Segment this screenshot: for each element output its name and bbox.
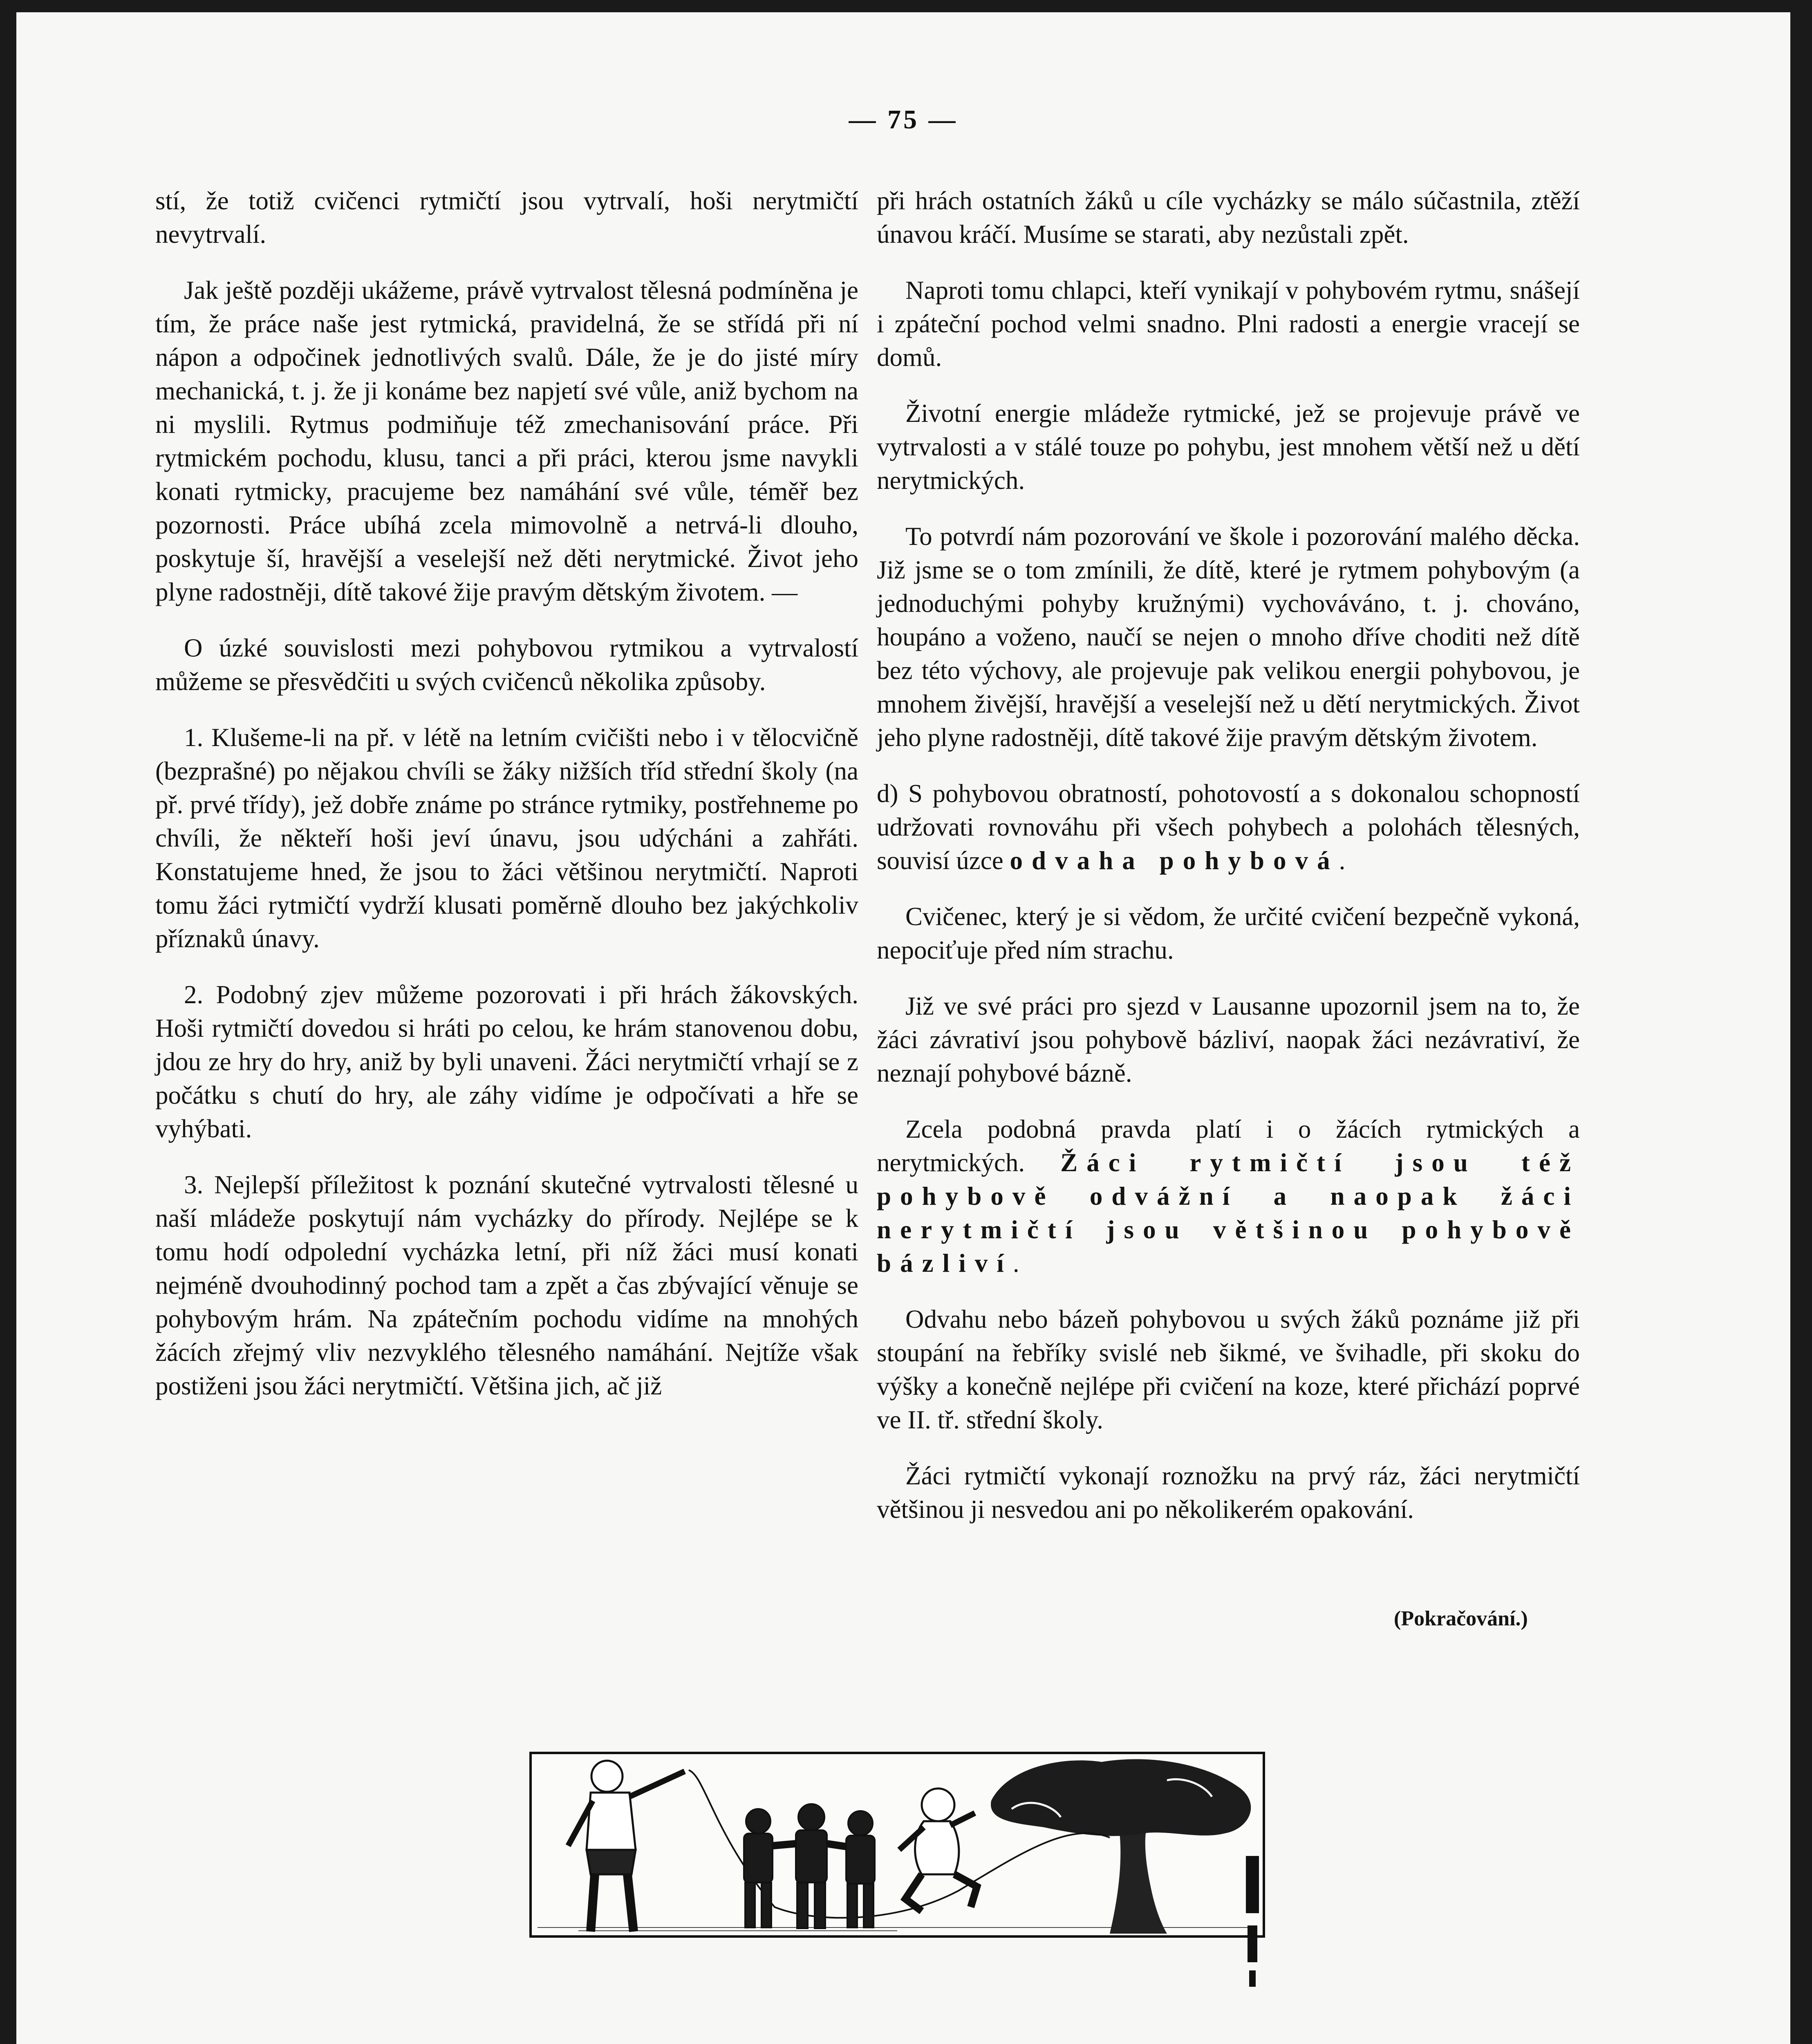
margin-mark: [1243, 1856, 1262, 1987]
paragraph: O úzké souvislosti mezi pohybovou rytmikou a vytrvalostí můžeme se přesvědčiti u svých cvičenců několika způsoby.: [155, 634, 858, 696]
paragraph: 3. Nejlepší příležitost k poznání skutečné vytrvalosti tělesné u naší mládeže poskytují nám vycházky do přírody. Nejlépe se k tomu hodí odpolední vycházka letní, při níž žáci musí konati nejméně dvouhodinný pochod tam a zpět a čas zbývající věnuje se pohybovým hrám. Na zpátečním pochodu vidíme na mnohých žácích zřejmý vliv nezvyklého tělesného namáhání. Nejtíže však postiženi jsou žáci nerytmičtí. Většina jich, ač již: [155, 1170, 858, 1400]
paragraph: [877, 1112, 1580, 1280]
illustration-drawing: [529, 1752, 1265, 1938]
paragraph: 2. Podobný zjev můžeme pozorovati i při hrách žákovských. Hoši rytmičtí dovedou si hráti po celou, ke hrám stanovenou dobu, jdou ze hry do hry, aniž by byli unaveni. Žáci nerytmičtí vrhají se z počátku s chutí do hry, ale záhy vidíme je odpočívati a hře se vyhýbati.: [155, 980, 858, 1143]
paragraph: Životní energie mládeže rytmické, jež se projevuje právě ve vytrvalosti a v stálé touze po pohybu, jest mnohem větší než u dětí nerytmických.: [877, 399, 1580, 495]
paragraph: To potvrdí nám pozorování ve škole i pozorování malého děcka. Již jsme se o tom zmínili, že dítě, které je rytmem pohybovým (a jednoduchými pohyby kružnými) vychováváno, t. j. chováno, houpáno a voženo, naučí se nejen o mnoho dříve choditi než dítě bez této výchovy, ale projevuje pak velikou energii pohybovou, je mnohem živější, hravější a veselejší než u dětí nerytmických. Život jeho plyne radostněji, dítě takové žije pravým dětským životem.: [877, 522, 1580, 752]
text-run: d) S pohybovou obratností, pohotovostí a s dokonalou schopností udržovati rovnováhu při všech pohybech a polohách tělesných, souvisí úzce: [877, 779, 1580, 875]
text-run: .: [1012, 1249, 1019, 1278]
page: [16, 12, 1790, 2044]
margin-mark-shape: [1243, 1856, 1262, 1987]
paragraph: 1. Klušeme-li na př. v létě na letním cvičišti nebo i v tělocvičně (bezprašné) po nějakou chvíli se žáky nižších tříd střední školy (na př. prvé třídy), jež dobře známe po stránce rytmiky, postřehneme po chvíli, že někteří hoši jeví únavu, jsou udýcháni a zahřáti. Konstatujeme hned, že jsou to žáci většinou nerytmičtí. Naproti tomu žáci rytmičtí vydrží klusati poměrně dlouho bez jakýchkoliv příznaků únavy.: [155, 723, 858, 953]
spaced-emphasis: Žáci rytmičtí jsou též pohybově odvážní a naopak žáci nerytmičtí jsou většinou pohybově bázliví: [877, 1148, 1580, 1278]
text-run: .: [1339, 846, 1346, 875]
paragraph: Naproti tomu chlapci, kteří vynikají v pohybovém rytmu, snášejí i zpáteční pochod velmi snadno. Plni radosti a energie vracejí se domů.: [877, 276, 1580, 372]
page-number: — 75 —: [849, 105, 958, 134]
continuation-note: (Pokračování.): [1394, 1607, 1528, 1630]
paragraph: Jak ještě později ukážeme, právě vytrvalost tělesná podmíněna je tím, že práce naše jest rytmická, pravidelná, že se střídá při ní nápon a odpočinek jednotlivých svalů. Dále, že je do jisté míry mechanická, t. j. že ji konáme bez napjetí své vůle, aniž bychom na ni myslili. Rytmus podmiňuje též zmechanisování práce. Při rytmickém pochodu, klusu, tanci a při práci, kterou jsme navykli konati rytmicky, pracujeme bez namáhání své vůle, téměř bez pozornosti. Práce ubíhá zcela mimovolně a netrvá-li dlouho, poskytuje ší, hravější a veselejší než děti nerytmické. Život jeho plyne radostněji, dítě takové žije pravým dětským životem. —: [155, 276, 858, 606]
paragraph: Odvahu nebo bázeň pohybovou u svých žáků poznáme již při stoupání na řebříky svislé neb šikmé, ve švihadle, při skoku do výšky a konečně nejlépe při cvičení na koze, které přichází poprvé ve II. tř. střední školy.: [877, 1305, 1580, 1434]
paragraph: Cvičenec, který je si vědom, že určité cvičení bezpečně vykoná, nepociťuje před ním strachu.: [877, 902, 1580, 964]
right-column: [877, 184, 1580, 1549]
left-column: [155, 184, 858, 1425]
paragraph: [877, 777, 1580, 877]
paragraph: stí, že totiž cvičenci rytmičtí jsou vytrvalí, hoši nerytmičtí nevytrvalí.: [155, 186, 858, 249]
spaced-emphasis: odvaha pohybová: [1010, 846, 1339, 875]
paragraph: Již ve své práci pro sjezd v Lausanne upozornil jsem na to, že žáci závrativí jsou pohybově bázliví, naopak žáci nezávrativí, že neznají pohybové bázně.: [877, 992, 1580, 1087]
paragraph: při hrách ostatních žáků u cíle vycházky se málo súčastnila, ztěží únavou kráčí. Musíme se starati, aby nezůstali zpět.: [877, 186, 1580, 249]
paragraph: Žáci rytmičtí vykonají roznožku na prvý ráz, žáci nerytmičtí většinou ji nesvedou ani po několikerém opakování.: [877, 1461, 1580, 1524]
text-run: Zcela podobná pravda platí i o žácích rytmických a nerytmických.: [877, 1115, 1580, 1177]
jump-rope-illustration: [529, 1752, 1265, 1938]
